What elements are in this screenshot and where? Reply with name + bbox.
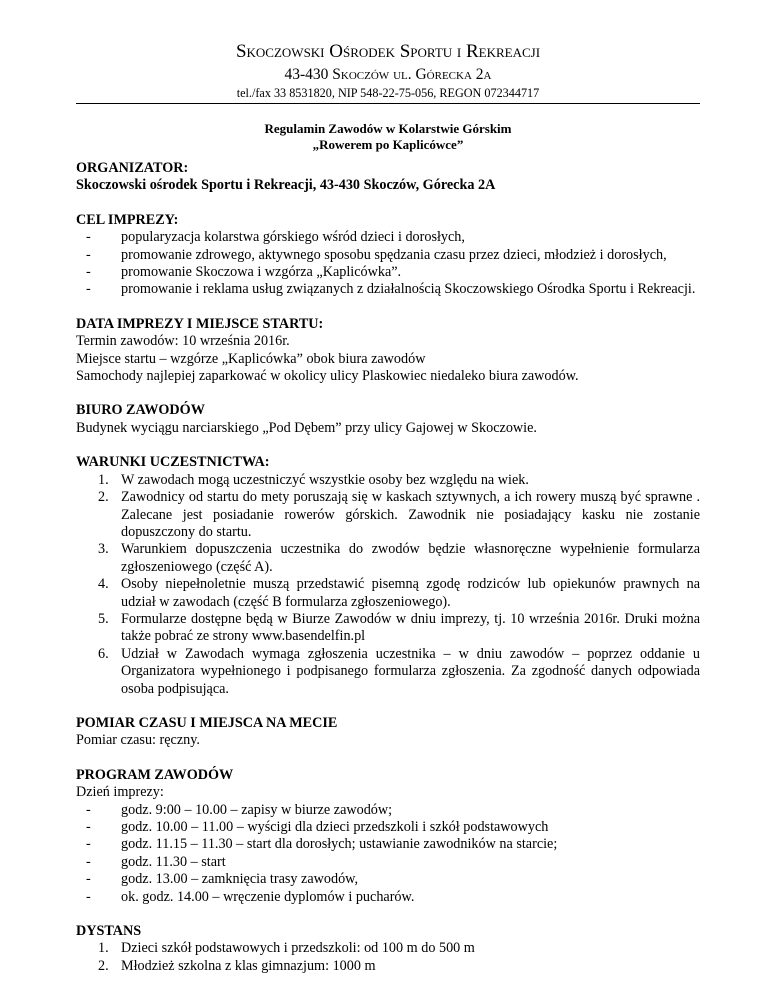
list-item: - godz. 9:00 – 10.00 – zapisy w biurze zawodów; [86,801,393,818]
list-item: 2. Młodzież szkolna z klas gimnazjum: 1000 m [98,957,376,974]
list-item: - popularyzacja kolarstwa górskiego wśród dzieci i dorosłych, [86,229,465,246]
list-item: - godz. 11.30 – start [86,853,226,870]
timing-text: Pomiar czasu: ręczny. [76,732,200,749]
program-list [76,802,700,906]
list-item: 5. Formularze dostępne będą w Biurze Zawodów w dniu imprezy, tj. 10 września 2016r. Druki można także pobrać ze strony www.basendelfin.pl [98,610,700,645]
list-item: - godz. 13.00 – zamknięcia trasy zawodów, [86,871,359,888]
conditions-list [76,472,700,698]
list-item: - godz. 10.00 – 11.00 – wyścigi dla dzieci przedszkoli i szkół podstawowych [86,819,549,835]
section-heading: CEL IMPREZY: [76,211,179,228]
section-timing [76,715,700,750]
document-title [76,121,700,153]
organizer-text: Skoczowski ośrodek Sportu i Rekreacji, 43-430 Skoczów, Górecka 2A [76,177,496,194]
section-office [76,402,700,437]
list-item: 4. Osoby niepełnoletnie muszą przedstawić pisemną zgodę rodziców lub opiekunów prawnych na udział w zawodach (część B formularza zgłoszeniowego). [98,576,700,610]
list-item: 6. Udział w Zawodach wymaga zgłoszenia uczestnika – w dniu zawodów – poprzez oddanie u Organizatora wypełnionego i podpisanego formularza zgłoszenia. Za zgodność danych odpowiada osoba podpisująca. [98,645,700,697]
distance-list [76,940,700,975]
section-heading: DATA IMPREZY I MIEJSCE STARTU: [76,315,324,332]
office-text: Budynek wyciągu narciarskiego „Pod Dębem” przy ulicy Gajowej w Skoczowie. [76,419,537,436]
section-heading: POMIAR CZASU I MIEJSCA NA MECIE [76,714,338,731]
date-line: Termin zawodów: 10 września 2016r. [76,333,290,350]
section-heading: DYSTANS [76,923,142,940]
letterhead-address: 43-430 Skoczów ul. Górecka 2a [284,66,492,83]
list-item: - promowanie zdrowego, aktywnego sposobu spędzania czasu przez dzieci, młodzież i dorosłych, [86,246,667,263]
section-heading: ORGANIZATOR: [76,160,189,176]
list-item: - godz. 11.15 – 11.30 – start dla dorosłych; ustawianie zawodników na starcie; [86,836,558,853]
goal-list [76,229,700,299]
title-line-2: „Rowerem po Kaplicówce” [312,137,464,152]
program-intro: Dzień imprezy: [76,784,164,801]
letterhead-contact: tel./fax 33 8531820, NIP 548-22-75-056, REGON 072344717 [236,86,540,100]
section-date [76,316,700,386]
date-line: Miejsce startu – wzgórze „Kaplicówka” obok biura zawodów [76,350,426,367]
list-item: - promowanie i reklama usług związanych z działalnością Skoczowskiego Ośrodka Sportu i Rekreacji. [86,281,696,298]
section-organizer [76,160,700,195]
section-heading: WARUNKI UCZESTNICTWA: [76,454,270,471]
list-item: - promowanie Skoczowa i wzgórza „Kaplicówka”. [86,264,402,281]
list-item: 1. W zawodach mogą uczestniczyć wszystkie osoby bez względu na wiek. [98,471,529,488]
title-line-1: Regulamin Zawodów w Kolarstwie Górskim [264,121,512,136]
letterhead-divider [76,103,700,104]
section-heading: PROGRAM ZAWODÓW [76,766,234,783]
section-conditions [76,454,700,698]
letterhead-org-name: Skoczowski Ośrodek Sportu i Rekreacji [235,41,541,62]
section-goal [76,212,700,299]
section-distance [76,923,700,975]
document-body [76,160,700,992]
date-line: Samochody najlepiej zaparkować w okolicy ulicy Plaskowiec niedaleko biura zawodów. [76,368,579,385]
list-item: 3. Warunkiem dopuszczenia uczestnika do zwodów będzie własnoręczne wypełnienie formularza zgłoszeniowego (część A). [98,541,700,575]
list-item: 1. Dzieci szkół podstawowych i przedszkoli: od 100 m do 500 m [98,940,475,957]
list-item: - ok. godz. 14.00 – wręczenie dyplomów i pucharów. [86,888,415,905]
list-item: 2. Zawodnicy od startu do mety poruszają się w kaskach sztywnych, a ich rowery muszą być sprawne . Zalecane jest posiadanie rowerów górskich. Zawodnik nie posiadający kasku nie zostanie dopuszczony do startu. [98,489,700,540]
section-heading: BIURO ZAWODÓW [76,402,205,419]
section-program [76,767,700,906]
